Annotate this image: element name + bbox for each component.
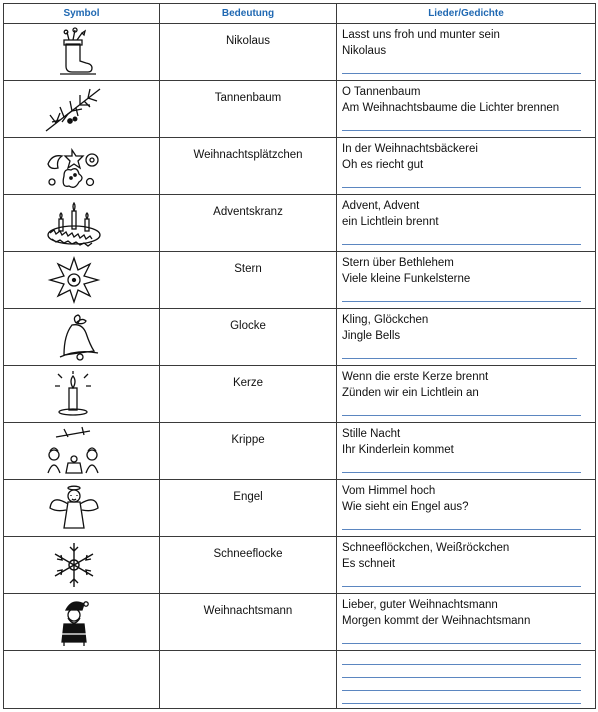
- table-row: [4, 81, 596, 138]
- writing-line: [342, 187, 581, 188]
- writing-line: [342, 586, 581, 587]
- writing-line: [342, 643, 581, 644]
- meaning-text: Nikolaus: [225, 35, 271, 47]
- table-row: [4, 537, 596, 594]
- song-title: Wie sieht ein Engel aus?: [342, 501, 469, 513]
- song-title: Es schneit: [342, 558, 396, 570]
- song-title: Wenn die erste Kerze brennt: [342, 371, 489, 383]
- meaning-cell: [160, 24, 337, 81]
- writing-line[interactable]: [342, 690, 581, 691]
- writing-line[interactable]: [342, 664, 581, 665]
- header-songs: Lieder/Gedichte: [337, 4, 596, 24]
- meaning-text: Kerze: [232, 377, 264, 389]
- meaning-text: Glocke: [230, 320, 266, 332]
- symbol-cell: [4, 423, 160, 480]
- meaning-text: Krippe: [231, 434, 265, 446]
- meaning-cell: [160, 594, 337, 651]
- song-title: O Tannenbaum: [342, 86, 421, 98]
- symbol-cell: [4, 537, 160, 594]
- candle-icon: [42, 368, 106, 420]
- header-meaning: Bedeutung: [160, 4, 337, 24]
- songs-cell: [337, 423, 596, 480]
- santa-icon: [42, 596, 106, 648]
- table-row: [4, 24, 596, 81]
- songs-cell-empty: [337, 651, 596, 709]
- song-title: Nikolaus: [342, 45, 387, 57]
- writing-line[interactable]: [342, 677, 581, 678]
- meaning-cell-empty[interactable]: [160, 651, 337, 709]
- writing-line: [342, 244, 581, 245]
- meaning-text: Engel: [233, 491, 263, 503]
- meaning-cell: [160, 423, 337, 480]
- songs-cell: [337, 24, 596, 81]
- meaning-text: Schneeflocke: [213, 548, 283, 560]
- snowflake-icon: [42, 539, 106, 591]
- songs-cell: [337, 537, 596, 594]
- nikolaus-boot-icon: [42, 26, 106, 78]
- song-title: Jingle Bells: [342, 330, 401, 342]
- star-icon: [42, 254, 106, 306]
- header-symbol: Symbol: [4, 4, 160, 24]
- meaning-text: Stern: [234, 263, 262, 275]
- symbol-cell: [4, 366, 160, 423]
- table-row: [4, 480, 596, 537]
- song-title: Vom Himmel hoch: [342, 485, 436, 497]
- song-title: Oh es riecht gut: [342, 159, 424, 171]
- meaning-cell: [160, 366, 337, 423]
- symbol-cell: [4, 195, 160, 252]
- meaning-cell: [160, 537, 337, 594]
- meaning-cell: [160, 252, 337, 309]
- song-title: Stern über Bethlehem: [342, 257, 454, 269]
- meaning-cell: [160, 480, 337, 537]
- table-row: [4, 195, 596, 252]
- header-row: [4, 4, 596, 24]
- writing-line: [342, 301, 581, 302]
- song-title: Zünden wir ein Lichtlein an: [342, 387, 479, 399]
- symbol-cell: [4, 81, 160, 138]
- symbol-cell: [4, 24, 160, 81]
- table-row-empty: [4, 651, 596, 709]
- songs-cell: [337, 309, 596, 366]
- symbol-cell: [4, 480, 160, 537]
- songs-cell: [337, 480, 596, 537]
- song-title: In der Weihnachtsbäckerei: [342, 143, 478, 155]
- songs-cell: [337, 138, 596, 195]
- songs-cell: [337, 81, 596, 138]
- fir-branch-icon: [42, 83, 106, 135]
- meaning-text: Weihnachtsplätzchen: [193, 149, 303, 161]
- table-row: [4, 138, 596, 195]
- song-title: Ihr Kinderlein kommet: [342, 444, 454, 456]
- table-row: [4, 252, 596, 309]
- writing-line: [342, 472, 581, 473]
- christmas-symbols-table: [3, 3, 596, 709]
- songs-cell: [337, 195, 596, 252]
- symbol-cell-empty[interactable]: [4, 651, 160, 709]
- song-title: ein Lichtlein brennt: [342, 216, 439, 228]
- advent-wreath-icon: [42, 197, 106, 249]
- writing-line: [342, 358, 577, 359]
- song-title: Schneeflöckchen, Weißröckchen: [342, 542, 510, 554]
- song-title: Lasst uns froh und munter sein: [342, 29, 500, 41]
- song-title: Lieber, guter Weihnachtsmann: [342, 599, 498, 611]
- meaning-cell: [160, 195, 337, 252]
- table-row: [4, 309, 596, 366]
- song-title: Kling, Glöckchen: [342, 314, 429, 326]
- meaning-text: Adventskranz: [213, 206, 283, 218]
- symbol-cell: [4, 252, 160, 309]
- meaning-text: Weihnachtsmann: [203, 605, 293, 617]
- meaning-text: Tannenbaum: [214, 92, 282, 104]
- songs-cell: [337, 366, 596, 423]
- song-title: Advent, Advent: [342, 200, 420, 212]
- bell-icon: [42, 311, 106, 363]
- nativity-icon: [42, 425, 106, 477]
- angel-icon: [42, 482, 106, 534]
- song-title: Morgen kommt der Weihnachtsmann: [342, 615, 531, 627]
- songs-cell: [337, 594, 596, 651]
- song-title: Viele kleine Funkelsterne: [342, 273, 471, 285]
- symbol-cell: [4, 309, 160, 366]
- songs-cell: [337, 252, 596, 309]
- writing-line: [342, 529, 581, 530]
- table-row: [4, 423, 596, 480]
- song-title: Am Weihnachtsbaume die Lichter brennen: [342, 102, 560, 114]
- meaning-cell: [160, 309, 337, 366]
- table-row: [4, 366, 596, 423]
- symbol-cell: [4, 594, 160, 651]
- cookies-icon: [42, 140, 106, 192]
- writing-line: [342, 73, 581, 74]
- meaning-cell: [160, 81, 337, 138]
- meaning-cell: [160, 138, 337, 195]
- writing-line: [342, 130, 581, 131]
- table-row: [4, 594, 596, 651]
- symbol-cell: [4, 138, 160, 195]
- song-title: Stille Nacht: [342, 428, 401, 440]
- writing-line: [342, 415, 581, 416]
- writing-line[interactable]: [342, 703, 581, 704]
